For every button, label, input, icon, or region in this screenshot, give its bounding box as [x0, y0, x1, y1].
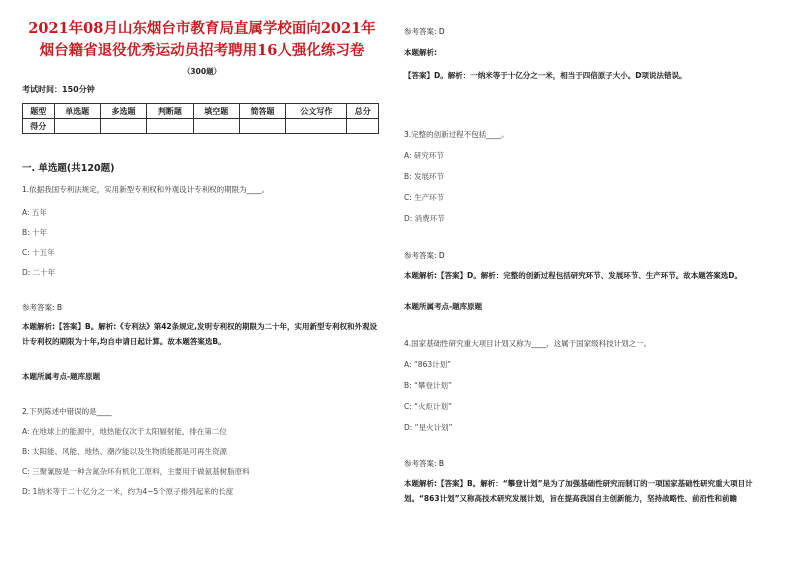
- question-3-knowledge-point: 本题所属考点-题库原题: [404, 302, 483, 311]
- question-3-option-c: C: 生产环节: [404, 193, 445, 202]
- question-1-option-b: B: 十年: [22, 228, 48, 237]
- question-1-option-c: C: 十五年: [22, 248, 55, 257]
- question-3-explanation: 本题解析:【答案】D。解析：完整的创新过程包括研究环节、发展环节、生产环节。故本题答案选D。: [404, 271, 742, 280]
- question-2-option-b: B: 太阳能、风能、地热、潮汐能以及生物质能都是可再生资源: [22, 447, 228, 456]
- question-2-option-d: D: 1纳米等于二十亿分之一米，约为4~5个原子排列起来的长度: [22, 487, 234, 496]
- question-count: （300题）: [182, 67, 222, 76]
- score-table-header-row: [23, 104, 379, 119]
- question-2-explanation-label: 本题解析:: [404, 48, 437, 57]
- question-2-reference-answer: 参考答案: D: [404, 27, 445, 36]
- score-table-cell: 多选题: [100, 104, 146, 119]
- question-2-explanation: 【答案】D。解析：一纳米等于十亿分之一米，相当于四倍原子大小。D项说法错误。: [404, 71, 687, 80]
- question-4-option-c: C: “火炬计划”: [404, 402, 452, 411]
- question-4-option-a: A: “863计划”: [404, 360, 451, 369]
- score-table-cell: [286, 119, 347, 134]
- question-2-option-c: C: 三聚氰胺是一种含氮杂环有机化工原料，主要用于做氨基树脂原料: [22, 467, 250, 476]
- score-table-cell: 单选题: [54, 104, 100, 119]
- question-3-option-b: B: 发展环节: [404, 172, 445, 181]
- question-3-option-d: D: 消费环节: [404, 214, 445, 223]
- question-4-explanation: 本题解析:【答案】B。解析：“攀登计划”是为了加强基础性研究而制订的一项国家基础性研究重大项目计划。“863计划”又称高技术研究发展计划，旨在提高我国自主创新能力，坚持战略性、前沿性和前瞻: [404, 479, 753, 503]
- score-table-cell: 总分: [347, 104, 379, 119]
- question-4-reference-answer: 参考答案: B: [404, 459, 445, 468]
- question-1-reference-answer: 参考答案: B: [22, 303, 63, 312]
- question-2-stem: 2.下列陈述中错误的是____: [22, 407, 112, 416]
- score-table-cell: 简答题: [239, 104, 285, 119]
- score-table-cell: 判断题: [147, 104, 193, 119]
- question-3-option-a: A: 研究环节: [404, 151, 444, 160]
- score-table: [22, 103, 379, 134]
- question-1-knowledge-point: 本题所属考点-题库原题: [22, 372, 101, 381]
- score-table-cell: 得分: [23, 119, 55, 134]
- score-table-score-row: [23, 119, 379, 134]
- score-table-cell: [193, 119, 239, 134]
- question-3-stem: 3.完整的创新过程不包括____。: [404, 130, 509, 139]
- right-column: [404, 26, 788, 506]
- question-2-option-a: A: 在地球上的能源中，地热能仅次于太阳辐射能，排在第二位: [22, 427, 227, 436]
- question-4-option-b: B: “攀登计划”: [404, 381, 452, 390]
- question-1-stem: 1.依据我国专利法规定，实用新型专利权和外观设计专利权的期限为____。: [22, 185, 270, 194]
- score-table-cell: [347, 119, 379, 134]
- left-column: [22, 18, 382, 498]
- score-table-cell: [54, 119, 100, 134]
- exam-time: 考试时间：150分钟: [22, 85, 95, 94]
- question-4-stem: 4.国家基础性研究重大项目计划又称为____，这属于国家级科技计划之一。: [404, 339, 652, 348]
- question-1-explanation: 本题解析:【答案】B。解析:《专利法》第42条规定,发明专利权的期限为二十年，实用新型专利权和外观设计专利权的期限为十年,均自申请日起计算。故本题答案选B。: [22, 322, 377, 346]
- score-table-cell: [239, 119, 285, 134]
- score-table-cell: 题型: [23, 104, 55, 119]
- question-3-reference-answer: 参考答案: D: [404, 251, 445, 260]
- document-title: 2021年08月山东烟台市教育局直属学校面向2021年烟台籍省退役优秀运动员招考聘用16人强化练习卷: [28, 20, 376, 59]
- question-1-option-a: A: 五年: [22, 208, 47, 217]
- question-1-option-d: D: 二十年: [22, 268, 56, 277]
- score-table-cell: [100, 119, 146, 134]
- score-table-cell: 填空题: [193, 104, 239, 119]
- score-table-cell: [147, 119, 193, 134]
- score-table-cell: 公文写作: [286, 104, 347, 119]
- question-4-option-d: D: “星火计划”: [404, 423, 453, 432]
- section-title: 一. 单选题(共120题): [22, 163, 115, 174]
